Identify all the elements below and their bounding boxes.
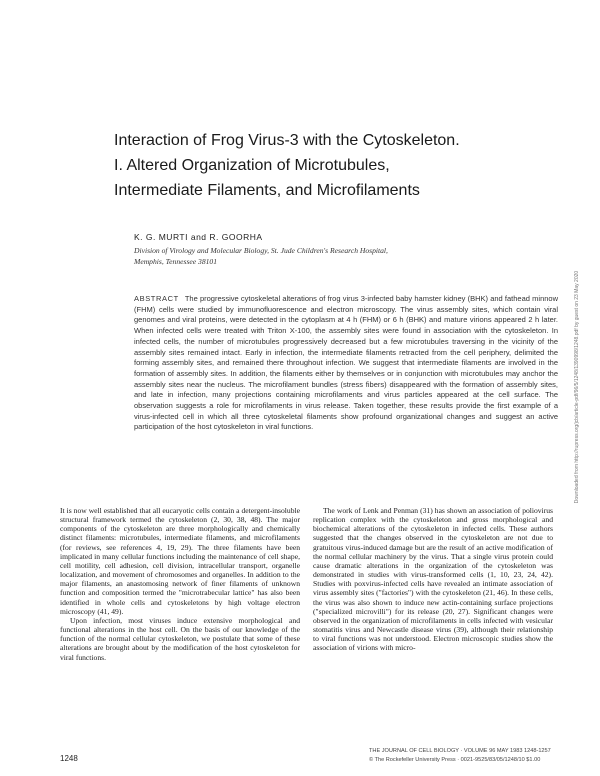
article-title [114, 128, 554, 203]
body-paragraph: It is now well established that all eucaryotic cells contain a detergent-insoluble structural framework termed the cytoskeleton (2, 30, 38, 48). The major components of the cytoskeleton are three morphologically and chemically distinct filaments: microtubules, intermediate filaments, and microfilaments (for reviews, see references 4, 19, 29). The three filaments have been implicated in many cellular functions including the maintenance of cell shape, cell motility, cell adhesion, cell division, intracellular transport, organelle localization, and movement of chromosomes and organelles. In addition to the major filaments, an anastomosing network of finer filaments of unknown function and composition termed the "microtrabecular lattice" has also been identified in whole cells and cytoskeletons by high voltage electron microscopy (41, 49). [60, 506, 300, 616]
body-paragraph: Upon infection, most viruses induce extensive morphological and functional alterations in the host cell. On the basis of our knowledge of the function of the normal cellular cytoskeleton, we postulate that some of these alterations are brought about by the modification of the host cytoskeleton for viral functions. [60, 615, 300, 662]
affiliation-line: Memphis, Tennessee 38101 [134, 257, 218, 266]
title-line: I. Altered Organization of Microtubules, [114, 157, 390, 174]
download-watermark [572, 272, 582, 502]
body-column-left [60, 506, 300, 662]
abstract [134, 294, 558, 433]
affiliation-line: Division of Virology and Molecular Biology, St. Jude Children's Research Hospital, [134, 246, 388, 255]
title-line: Interaction of Frog Virus-3 with the Cytoskeleton. [114, 132, 460, 149]
body-paragraph: The work of Lenk and Penman (31) has shown an association of poliovirus replication complex with the cytoskeleton and gross morphological and biochemical alterations of the cytoskeleton in infected cells. These authors suggested that the changes observed in the cytoskeleton are not due to gratuitous virus-induced damage but are the result of an active modification of the normal cellular machinery by the virus. That a single virus protein could cause dramatic alterations in the organization of the cytoskeleton was demonstrated in studies with virus-transformed cells (1, 10, 23, 24, 42). Studies with poxvirus-infected cells have revealed an intimate association of virus assembly sites ("factories") with the cytoskeleton (21, 46). In these cells, the virus was also shown to induce new actin-containing surface projections ("specialized microvilli") for its release (20, 27). Significant changes were observed in the organization of microfilaments in cells infected with vesicular stomatitis virus and Newcastle disease virus (39), although their relationship to viral functions was not understood. Electron microscopic studies show the association of virions with micro- [313, 506, 553, 653]
abstract-text: The progressive cytoskeletal alterations of frog virus 3-infected baby hamster kidney (BHK) and fathead minnow (FHM) cells were studied by immunofluorescence and electron microscopy. The virus assembly sites, which contain viral genomes and viral proteins, were detected in the cytoplasm at 4 h (FHM) or 6 h (BHK) and mature virions appeared 2 h later. When infected cells were treated with Triton X-100, the assembly sites were found in association with the cytoskeleton. In infected cells, the number of microtubules progressively decreased but a few microtubules traversing in the vicinity of the assembly sites remained intact. Early in infection, the intermediate filaments retracted from the cell periphery, delimited the forming assembly sites, and remained there throughout infection. We suggest that intermediate filaments are involved in the formation of assembly sites. In addition, the filaments either by themselves or in conjunction with microtubules may anchor the assembly sites near the nucleus. The microfilament bundles (stress fibers) disappeared with the formation of assembly sites, and late in infection, many projections containing microfilaments and virus particles appeared at the cell surface. The observation suggests a role for microfilaments in virus release. Taken together, these results provide the first example of a virus-infected cell in which all three cytoskeletal filaments show profound organizational changes and suggest an active participation of the host cytoskeleton in viral functions. [134, 294, 558, 432]
abstract-label: ABSTRACT [134, 294, 179, 303]
title-line: Intermediate Filaments, and Microfilaments [114, 182, 420, 199]
author-list: K. G. MURTI and R. GOORHA [134, 232, 263, 242]
author-affiliation [134, 245, 534, 267]
body-column-right [313, 506, 553, 653]
download-watermark-text: Downloaded from http://rupress.org/jcb/article-pdf/96/5/1248/1390998/1248.pdf by guest on 23 May 2020 [574, 270, 580, 504]
page-number: 1248 [60, 754, 78, 763]
copyright-line: © The Rockefeller University Press · 0021-9525/83/05/1248/10 $1.00 [369, 757, 541, 763]
journal-citation: THE JOURNAL OF CELL BIOLOGY · VOLUME 96 MAY 1983 1248-1257 [369, 748, 551, 754]
